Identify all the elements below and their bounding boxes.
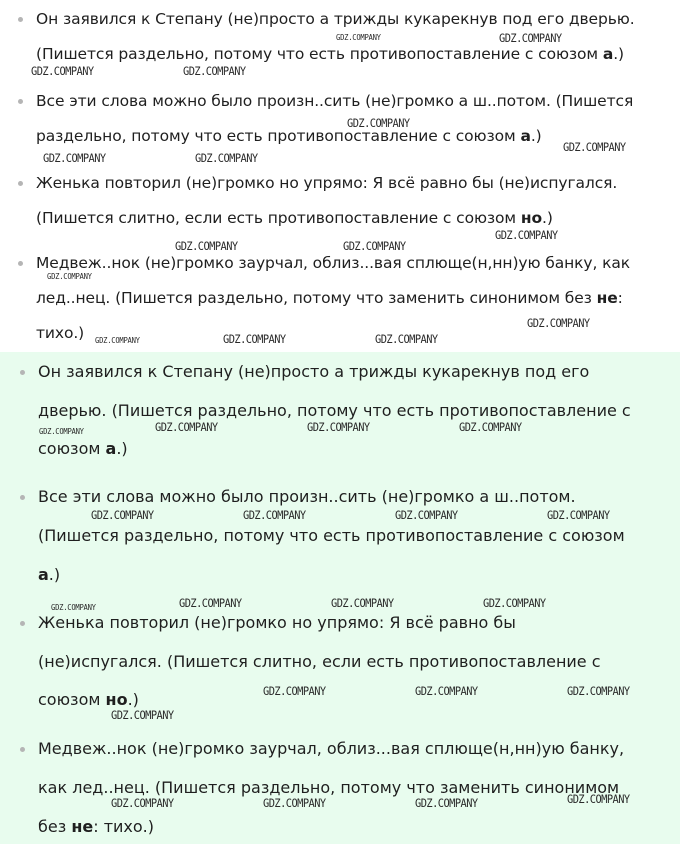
watermark-text: GDZ.COMPANY <box>343 239 406 253</box>
line-text: Все эти слова можно было произн..сить (не)громко а ш..потом. (Пишется <box>36 92 634 110</box>
watermark-text: GDZ.COMPANY <box>155 420 218 434</box>
text-line <box>36 91 633 111</box>
watermark-text: GDZ.COMPANY <box>483 596 546 610</box>
text-line <box>38 526 625 546</box>
watermark-text: GDZ.COMPANY <box>499 31 562 45</box>
line-tail: : тихо.) <box>93 817 154 836</box>
text-line <box>36 323 84 343</box>
text-line <box>38 652 601 672</box>
line-text: Он заявился к Степану (не)просто а трижды кукарекнув под его <box>38 362 590 381</box>
text-line <box>38 401 631 421</box>
bullet-icon <box>20 495 25 500</box>
conjunction-bold: но <box>105 690 128 709</box>
watermark-text: GDZ.COMPANY <box>263 796 326 810</box>
watermark-text: GDZ.COMPANY <box>243 508 306 522</box>
watermark-text: GDZ.COMPANY <box>336 33 381 42</box>
bullet-icon <box>18 99 23 104</box>
line-text: Все эти слова можно было произн..сить (не)громко а ш..потом. <box>38 487 576 506</box>
bullet-icon <box>20 747 25 752</box>
line-text: (Пишется слитно, если есть противопоставление с союзом <box>36 209 521 227</box>
watermark-text: GDZ.COMPANY <box>375 332 438 346</box>
text-line <box>36 9 635 29</box>
text-line <box>38 487 576 507</box>
conjunction-bold: а <box>602 45 614 63</box>
line-text: Женька повторил (не)громко но упрямо: Я всё равно бы <box>38 613 516 632</box>
watermark-text: GDZ.COMPANY <box>51 603 96 612</box>
watermark-text: GDZ.COMPANY <box>91 508 154 522</box>
text-line <box>38 817 154 837</box>
bullet-icon <box>20 370 25 375</box>
text-line <box>38 362 589 382</box>
watermark-text: GDZ.COMPANY <box>567 684 630 698</box>
text-line <box>36 44 624 64</box>
watermark-text: GDZ.COMPANY <box>179 596 242 610</box>
bullet-icon <box>20 621 25 626</box>
text-line <box>38 690 139 710</box>
line-tail: .) <box>48 565 61 584</box>
line-text: Медвеж..нок (не)громко заурчал, облиз...вая сплюще(н,нн)ую банку, <box>38 739 625 758</box>
line-text: (Пишется раздельно, потому что есть противопоставление с союзом <box>38 526 625 545</box>
watermark-text: GDZ.COMPANY <box>563 140 626 154</box>
watermark-text: GDZ.COMPANY <box>263 684 326 698</box>
watermark-text: GDZ.COMPANY <box>175 239 238 253</box>
line-tail: .) <box>127 690 139 709</box>
line-text: дверью. (Пишется раздельно, потому что есть противопоставление с <box>38 401 631 420</box>
conjunction-bold: не <box>71 817 94 836</box>
watermark-text: GDZ.COMPANY <box>31 64 94 78</box>
line-tail: .) <box>542 209 553 227</box>
line-tail: .) <box>116 439 128 458</box>
watermark-text: GDZ.COMPANY <box>459 420 522 434</box>
watermark-text: GDZ.COMPANY <box>47 272 92 281</box>
line-text: союзом <box>38 439 106 458</box>
line-tail: .) <box>530 127 542 145</box>
watermark-text: GDZ.COMPANY <box>195 151 258 165</box>
line-text: Медвеж..нок (не)громко заурчал, облиз...вая сплюще(н,нн)ую банку, как <box>36 254 631 272</box>
watermark-text: GDZ.COMPANY <box>331 596 394 610</box>
text-line <box>36 126 542 146</box>
line-text: раздельно, потому что есть противопоставление с союзом <box>36 127 521 145</box>
line-tail: : <box>617 289 623 307</box>
watermark-text: GDZ.COMPANY <box>183 64 246 78</box>
conjunction-bold: а <box>38 565 49 584</box>
conjunction-bold: а <box>105 439 117 458</box>
text-line <box>38 439 128 459</box>
watermark-text: GDZ.COMPANY <box>223 332 286 346</box>
line-text: Он заявился к Степану (не)просто а трижды кукарекнув под его дверью. <box>36 10 635 28</box>
text-line <box>36 173 617 193</box>
line-text: Женька повторил (не)громко но упрямо: Я всё равно бы (не)испугался. <box>36 174 618 192</box>
text-line <box>38 778 619 798</box>
line-text: (не)испугался. (Пишется слитно, если есть противопоставление с <box>38 652 601 671</box>
watermark-text: GDZ.COMPANY <box>395 508 458 522</box>
watermark-text: GDZ.COMPANY <box>415 796 478 810</box>
watermark-text: GDZ.COMPANY <box>111 796 174 810</box>
text-line <box>38 739 624 759</box>
bullet-icon <box>18 181 23 186</box>
line-tail: .) <box>613 45 625 63</box>
watermark-text: GDZ.COMPANY <box>547 508 610 522</box>
text-line <box>36 253 630 273</box>
line-text: лед..нец. (Пишется раздельно, потому что заменить синонимом без <box>36 289 597 307</box>
text-line <box>38 565 60 585</box>
watermark-text: GDZ.COMPANY <box>43 151 106 165</box>
watermark-text: GDZ.COMPANY <box>39 427 84 436</box>
watermark-text: GDZ.COMPANY <box>567 792 630 806</box>
text-line <box>38 613 516 633</box>
watermark-text: GDZ.COMPANY <box>347 116 410 130</box>
watermark-text: GDZ.COMPANY <box>415 684 478 698</box>
watermark-text: GDZ.COMPANY <box>527 316 590 330</box>
line-text: тихо.) <box>36 324 85 342</box>
bullet-icon <box>18 17 23 22</box>
watermark-text: GDZ.COMPANY <box>111 708 174 722</box>
line-text: как лед..нец. (Пишется раздельно, потому что заменить синонимом <box>38 778 620 797</box>
line-text: союзом <box>38 690 106 709</box>
text-line <box>36 288 623 308</box>
watermark-text: GDZ.COMPANY <box>95 336 140 345</box>
conjunction-bold: а <box>520 127 531 145</box>
text-line <box>36 208 553 228</box>
line-text: (Пишется раздельно, потому что есть противопоставление с союзом <box>36 45 603 63</box>
watermark-text: GDZ.COMPANY <box>495 228 558 242</box>
conjunction-bold: но <box>520 209 543 227</box>
conjunction-bold: не <box>596 289 618 307</box>
line-text: без <box>38 817 72 836</box>
watermark-text: GDZ.COMPANY <box>307 420 370 434</box>
bullet-icon <box>18 261 23 266</box>
